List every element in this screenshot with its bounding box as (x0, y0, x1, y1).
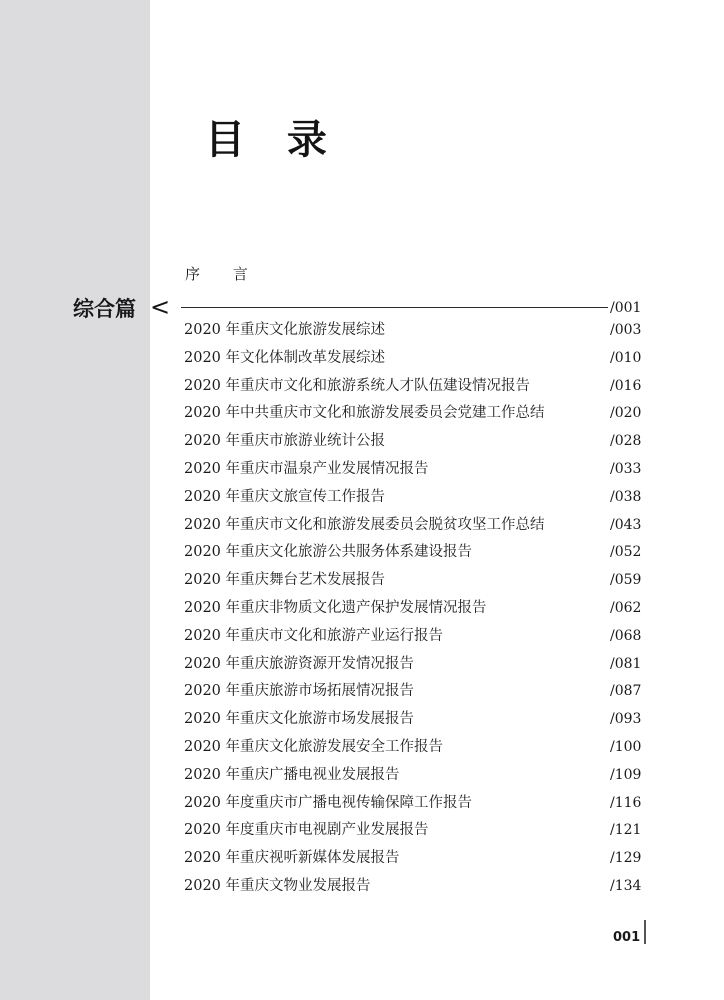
toc-entry[interactable] (184, 707, 654, 735)
toc-entry-title: 2020 年重庆市文化和旅游产业运行报告 (184, 627, 444, 644)
toc-entry[interactable] (184, 679, 654, 707)
toc-entry-title: 2020 年重庆文化旅游市场发展报告 (184, 711, 415, 728)
toc-entry[interactable] (184, 652, 654, 680)
toc-entry-page: /043 (610, 516, 642, 533)
toc-entry-page: /010 (610, 349, 642, 366)
toc-entry-page: /081 (610, 655, 642, 672)
toc-entry[interactable] (184, 568, 654, 596)
toc-entry-title: 2020 年文化体制改革发展综述 (184, 349, 386, 366)
left-gray-band (0, 0, 150, 1000)
toc-entry-title: 2020 年重庆文旅宣传工作报告 (184, 488, 386, 505)
toc-entry[interactable] (184, 429, 654, 457)
toc-entry[interactable] (184, 596, 654, 624)
toc-entry-page: /093 (610, 711, 642, 728)
toc-entry-title: 2020 年重庆文化旅游发展综述 (184, 322, 386, 338)
section-divider (181, 307, 608, 308)
toc-entry[interactable] (184, 846, 654, 874)
toc-entry-page: /020 (610, 405, 642, 422)
toc-entry-page: /028 (610, 433, 642, 450)
toc-entry-page: /038 (610, 488, 642, 505)
toc-entry-title: 2020 年重庆市文化和旅游系统人才队伍建设情况报告 (184, 377, 531, 394)
page-number: 001 (613, 930, 641, 945)
page-title: 目 录 (205, 117, 341, 163)
toc-entry-title: 2020 年重庆文化旅游公共服务体系建设报告 (184, 544, 473, 561)
toc-entry-title: 2020 年重庆旅游资源开发情况报告 (184, 655, 415, 672)
toc-entry[interactable] (184, 818, 654, 846)
toc-entry[interactable] (184, 485, 654, 513)
toc-entry-page: /087 (610, 683, 642, 700)
toc-entry-title: 2020 年重庆广播电视业发展报告 (184, 766, 400, 783)
toc-entry[interactable] (184, 457, 654, 485)
toc-entry-page: /033 (610, 460, 642, 477)
toc-entry[interactable] (184, 346, 654, 374)
toc-entry[interactable] (184, 624, 654, 652)
toc-entry-title: 2020 年重庆文化旅游发展安全工作报告 (184, 738, 444, 755)
toc-entry-title: 2020 年重庆旅游市场拓展情况报告 (184, 683, 415, 700)
toc-entry-page: /003 (610, 322, 642, 338)
preface-label: 序 言 (185, 265, 262, 283)
toc-entry[interactable] (184, 374, 654, 402)
toc-entry-page: /100 (610, 738, 642, 755)
toc-entry[interactable] (184, 791, 654, 819)
toc-entry-page: /059 (610, 572, 642, 589)
toc-entry-title: 2020 年中共重庆市文化和旅游发展委员会党建工作总结 (184, 405, 545, 422)
section-label: 综合篇 (73, 297, 136, 321)
toc-entry[interactable] (184, 513, 654, 541)
toc-entry-page: /052 (610, 544, 642, 561)
table-of-contents (184, 318, 654, 902)
toc-entry-page: /016 (610, 377, 642, 394)
toc-entry-page: /121 (610, 822, 642, 839)
toc-entry-title: 2020 年重庆市旅游业统计公报 (184, 433, 386, 450)
toc-entry-title: 2020 年重庆视听新媒体发展报告 (184, 850, 400, 867)
toc-entry-title: 2020 年重庆文物业发展报告 (184, 877, 371, 894)
toc-entry-title: 2020 年重庆市温泉产业发展情况报告 (184, 460, 429, 477)
preface-page-number: /001 (610, 300, 642, 316)
page-number-bar (644, 920, 646, 944)
toc-entry-page: /116 (610, 794, 642, 811)
toc-entry-title: 2020 年重庆市文化和旅游发展委员会脱贫攻坚工作总结 (184, 516, 545, 533)
toc-entry-page: /062 (610, 599, 642, 616)
toc-entry[interactable] (184, 874, 654, 902)
toc-entry-page: /068 (610, 627, 642, 644)
toc-entry-title: 2020 年重庆舞台艺术发展报告 (184, 572, 386, 589)
toc-entry-page: /109 (610, 766, 642, 783)
toc-entry[interactable] (184, 735, 654, 763)
section-bracket-icon: < (150, 293, 171, 321)
toc-entry-page: /129 (610, 850, 642, 867)
toc-entry-page: /134 (610, 877, 642, 894)
toc-entry[interactable] (184, 318, 654, 346)
toc-entry[interactable] (184, 540, 654, 568)
toc-entry-title: 2020 年度重庆市电视剧产业发展报告 (184, 822, 429, 839)
toc-entry[interactable] (184, 763, 654, 791)
toc-entry[interactable] (184, 401, 654, 429)
toc-entry-title: 2020 年重庆非物质文化遗产保护发展情况报告 (184, 599, 487, 616)
toc-entry-title: 2020 年度重庆市广播电视传输保障工作报告 (184, 794, 473, 811)
